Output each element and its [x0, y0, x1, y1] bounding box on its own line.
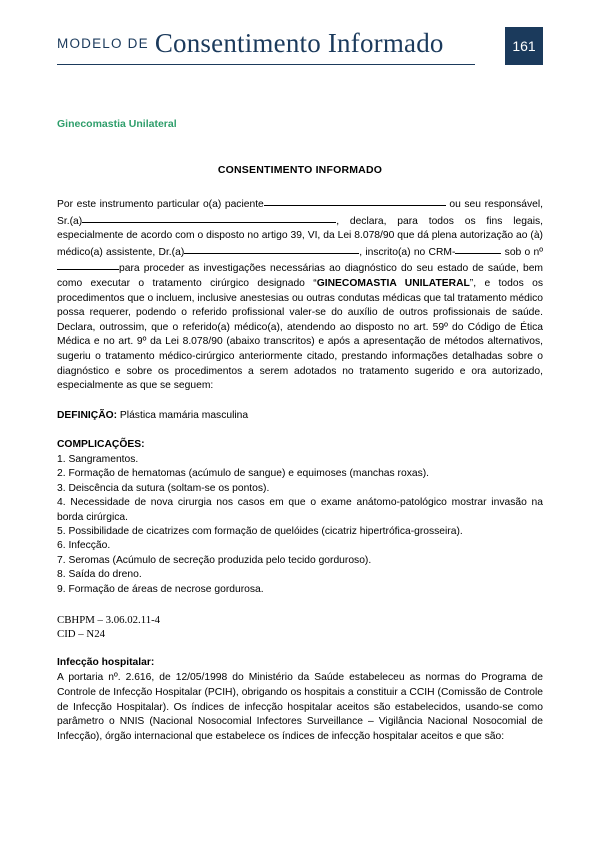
list-item: 5. Possibilidade de cicatrizes com formação de quelóides (cicatriz hipertrófica-grosseira). — [57, 525, 463, 537]
cbhpm-code: CBHPM – 3.06.02.11-4 — [57, 613, 161, 626]
intro-text-5: sob o nº — [504, 246, 543, 258]
header-divider — [57, 64, 475, 65]
header-prefix: MODELO DE — [57, 36, 149, 51]
definition-label: DEFINIÇÃO: — [57, 409, 118, 421]
hospital-infection-text: A portaria nº. 2.616, de 12/05/1998 do Ministério da Saúde estabeleceu as normas do Programa de Controle de Infecção Hospitalar (PCIH), obrigando os hospitais a constituir a CCIH (Comissão de Controle de Infecção Hospitalar). Os índices de infecção hospitalar aceitos são estabelecidos, usando-se como parâmetro o NNIS (Nacional Nosocomial Infectores Surveillance – Vigilância Nacional Nosocomial de Infecção), órgão internacional que estabelece os índices de infecção hospitalar aceitos e que são: — [57, 672, 543, 742]
doctor-name-blank — [184, 243, 359, 254]
list-item: 8. Saída do dreno. — [57, 569, 142, 581]
crm-number-blank — [57, 259, 119, 270]
list-item: 3. Deiscência da sutura (soltam-se os pontos). — [57, 482, 270, 494]
intro-text-6: para proceder as investigações necessárias ao diagnóstico do seu estado de saúde, bem como executar o tratamento cirúrgico designado “ — [57, 263, 543, 289]
document-content — [57, 118, 543, 744]
intro-text-4: , inscrito(a) no CRM- — [359, 246, 456, 258]
patient-name-blank — [264, 195, 446, 206]
intro-text-1: Por este instrumento particular o(a) paciente — [57, 199, 264, 210]
list-item: 2. Formação de hematomas (acúmulo de sangue) e equimoses (manchas roxas). — [57, 468, 430, 480]
complications-label: COMPLICAÇÕES: — [57, 439, 145, 451]
intro-text-2: ou seu responsável, Sr.(a) — [57, 199, 543, 227]
guardian-name-blank — [82, 212, 336, 223]
cid-code: CID – N24 — [57, 627, 105, 640]
list-item: 1. Sangramentos. — [57, 453, 139, 465]
consent-heading: CONSENTIMENTO INFORMADO — [217, 164, 383, 176]
intro-paragraph — [57, 196, 543, 394]
header-main-title: Consentimento Informado — [154, 28, 444, 58]
intro-text-3: , declara, para todos os fins legais, especialmente de acordo com o disposto no artigo 39, VI, da Lei 8.078/90 que dá plena autorização ao (à) médico(a) assistente, Dr.(a) — [57, 215, 543, 258]
list-item: 9. Formação de áreas de necrose gordurosa. — [57, 583, 264, 595]
crm-state-blank — [455, 243, 501, 254]
page-number-badge: 161 — [505, 27, 543, 65]
definition-block — [57, 409, 543, 424]
definition-text: Plástica mamária masculina — [117, 409, 249, 421]
codes-block — [57, 613, 543, 641]
list-item: 7. Seromas (Acúmulo de secreção produzida pelo tecido gorduroso). — [57, 554, 372, 566]
intro-text-7: ”, e todos os procedimentos que o incluem, inclusive anestesias ou outras condutas médicas que tal tratamento médico possa requerer, podendo o referido profissional valer-se do auxílio de outros profissionais de saúde. Declara, outrossim, que o referido(a) médico(a), atendendo ao disposto no art. 59º do Código de Ética Médica e no art. 9º da Lei 8.078/90 (abaixo transcritos) e após a apresentação de métodos alternativos, sugeriu o tratamento médico-cirúrgico anteriormente citado, prestando informações detalhadas sobre o diagnóstico e sobre os procedimentos a serem adotados no tratamento sugerido e ora autorizado, especialmente as que se seguem: — [57, 277, 543, 392]
hospital-infection-label: Infecção hospitalar: — [57, 656, 155, 668]
header-title — [57, 28, 477, 59]
list-item: 4. Necessidade de nova cirurgia nos casos em que o exame anátomo-patológico mostrar invasão na borda cirúrgica. — [57, 497, 543, 523]
list-item: 6. Infecção. — [57, 540, 111, 552]
procedure-name-bold: GINECOMASTIA UNILATERAL — [316, 277, 470, 289]
procedure-title: Ginecomastia Unilateral — [57, 118, 177, 130]
hospital-infection-block — [57, 656, 543, 744]
complications-block — [57, 438, 543, 597]
